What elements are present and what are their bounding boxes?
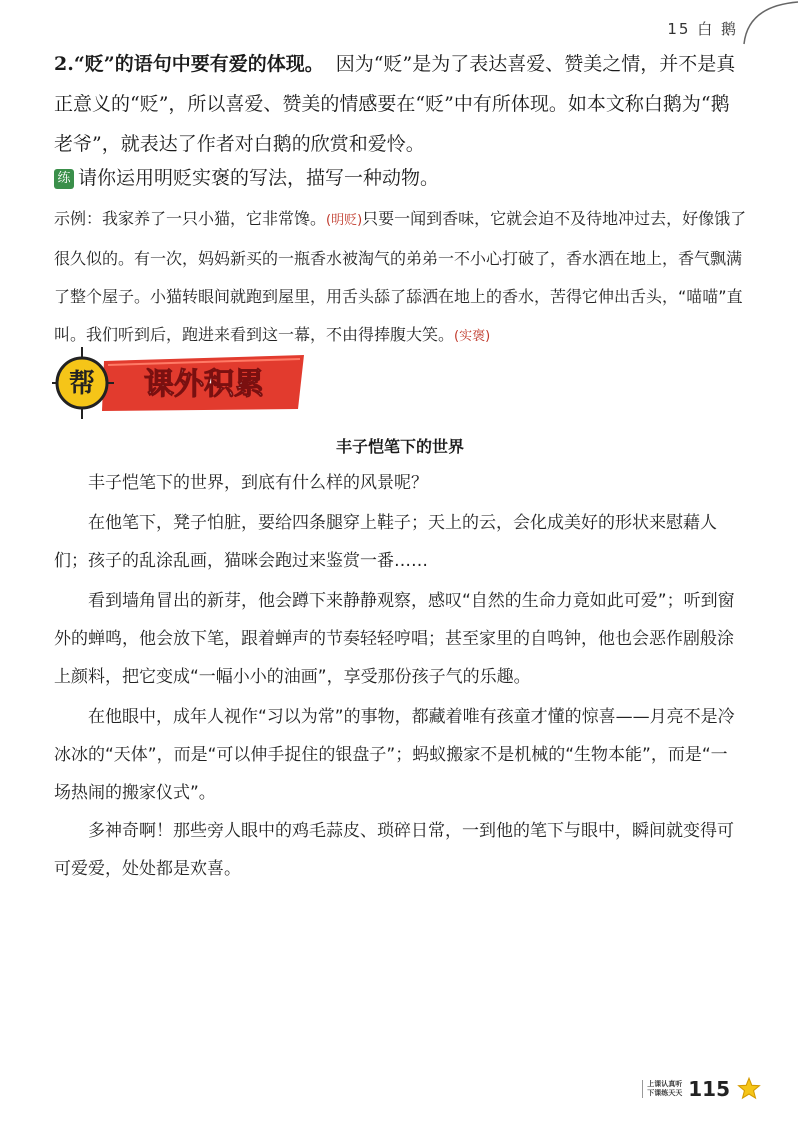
footer-slogan-line2: 下课练天天 — [647, 1089, 683, 1097]
tag-ming-bian: (明贬) — [326, 213, 363, 228]
page-number: 115 — [688, 1077, 730, 1101]
chapter-header: 15 白 鹅 — [667, 20, 738, 38]
article-paragraph-3: 看到墙角冒出的新芽，他会蹲下来静静观察，感叹“自然的生命力竟如此可爱”；听到窗外的蝉鸣，他会放下笔，跟着蝉声的节奏轻轻哼唱；甚至家里的自鸣钟，他也会恶作剧般涂上颜料，把它变成“一幅小小的油画”，享受那份孩子气的乐趣。 — [54, 591, 735, 687]
section-two-body: 因为“贬”是为了表达喜爱、赞美之情，并不是真正意义的“贬”，所以喜爱、赞美的情感要在“贬”中有所体现。如本文称白鹅为“鹅老爷”，就表达了作者对白鹅的欣赏和爱怜。 — [54, 53, 736, 155]
article-paragraph-5: 多神奇啊！那些旁人眼中的鸡毛蒜皮、琐碎日常，一到他的笔下与眼中，瞬间就变得可可爱爱，处处都是欢喜。 — [54, 821, 734, 879]
example-paragraph — [54, 200, 754, 356]
article-paragraph-1: 丰子恺笔下的世界，到底有什么样的风景呢？ — [88, 473, 428, 493]
article-title: 丰子恺笔下的世界 — [335, 437, 464, 456]
section-banner — [52, 345, 312, 421]
example-part2: 只要一闻到香味，它就会迫不及待地冲过去，好像饿了很久似的。有一次，妈妈新买的一瓶香水被淘气的弟弟一不小心打破了，香水洒在地上，香气飘满了整个屋子。小猫转眼间就跑到屋里，用舌头舔了舔洒在地上的香水，苦得它伸出舌头，“喵喵”直叫。我们听到后，跑进来看到这一幕，不由得捧腹大笑。 — [54, 209, 747, 344]
banner-title: 课外积累 — [144, 367, 264, 402]
article-paragraph-2: 在他笔下，凳子怕脏，要给四条腿穿上鞋子；天上的云，会化成美好的形状来慰藉人们；孩子的乱涂乱画，猫咪会跑过来鉴赏一番…… — [54, 513, 717, 571]
tag-shi-bao: (实褒) — [454, 329, 491, 344]
practice-icon: 练 — [54, 169, 74, 189]
footer-slogan-line1: 上课认真听 — [647, 1080, 683, 1088]
practice-line — [54, 158, 744, 198]
section-two-paragraph — [54, 44, 744, 164]
footer-slogan — [642, 1080, 682, 1098]
page-corner-decoration — [740, 0, 800, 46]
practice-prompt: 请你运用明贬实褒的写法，描写一种动物。 — [78, 167, 440, 189]
section-two-lead: 2.“贬”的语句中要有爱的体现。 — [54, 53, 324, 75]
example-part1: 示例：我家养了一只小猫，它非常馋。 — [54, 209, 327, 228]
page-footer — [642, 1076, 762, 1102]
star-icon — [736, 1076, 762, 1102]
banner-badge-text: 帮 — [68, 369, 96, 399]
article-paragraph-4: 在他眼中，成年人视作“习以为常”的事物，都藏着唯有孩童才懂的惊喜——月亮不是冷冰冰的“天体”，而是“可以伸手捉住的银盘子”；蚂蚁搬家不是机械的“生物本能”，而是“一场热闹的搬家仪式”。 — [54, 707, 735, 803]
